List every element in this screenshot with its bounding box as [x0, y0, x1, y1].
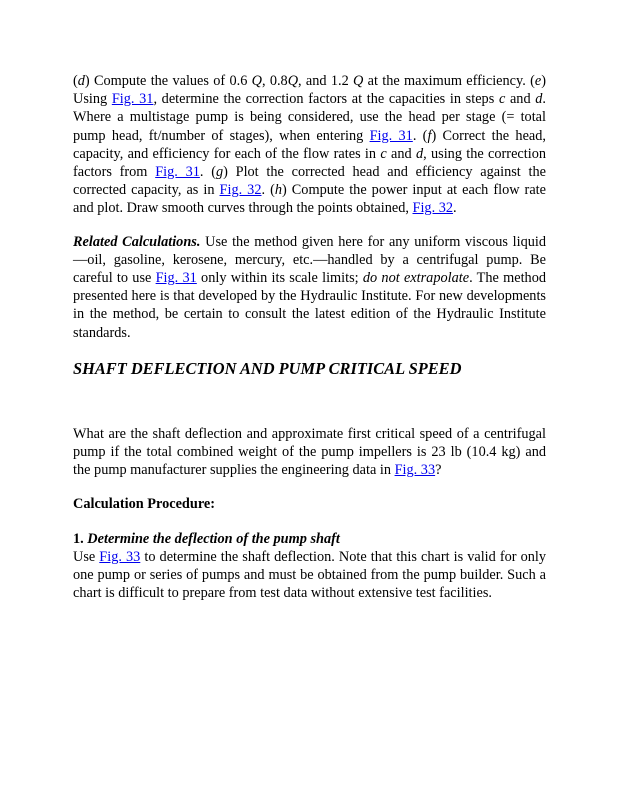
fig-31-link[interactable]: Fig. 31 [155, 270, 197, 287]
paragraph-procedure-steps: (d) Compute the values of 0.6 Q, 0.8Q, and 1.2 Q at the maximum efficiency. (e) Using Fig. 31, determine the correction factors at the capacities in steps c and d. Where a multistage pump is being considered, use the head per stage (= total pump head, ft/number of stages), when entering Fig. 31. (f) Correct the head, capacity, and efficiency for each of the flow rates in c and d, using the correction factors from Fig. 31. (g) Plot the corrected head and efficiency against the corrected capacity, as in Fig. 32. (h) Compute the power input at each flow rate and plot. Draw smooth curves through the points obtained, Fig. 32. [73, 73, 546, 217]
paragraph-related-calculations: Related Calculations. Use the method given here for any uniform viscous liquid—oil, gasoline, kerosene, mercury, etc.—handled by a centrifugal pump. Be careful to use Fig. 31 only within its scale limits; do not extrapolate. The method presented here is that developed by the Hydraulic Institute. For new developments in the method, be certain to consult the latest edition of the Hydraulic Institute standards. [73, 233, 547, 341]
step-number: 1. [73, 530, 84, 547]
fig-31-link[interactable]: Fig. 31 [111, 91, 154, 108]
related-calculations-label: Related Calculations. [73, 233, 201, 250]
fig-33-link[interactable]: Fig. 33 [394, 462, 436, 479]
step-title: Determine the deflection of the pump shaft [83, 530, 340, 547]
document-page [73, 72, 546, 602]
fig-31-link[interactable]: Fig. 31 [155, 164, 200, 181]
calculation-procedure-heading: Calculation Procedure: [73, 496, 216, 513]
paragraph-step-1-body: Use Fig. 33 to determine the shaft deflection. Note that this chart is valid for only one pump or series of pumps and must be obtained from the pump builder. Such a chart is difficult to prepare from test data without extensive test facilities. [73, 548, 547, 602]
fig-33-link[interactable]: Fig. 33 [99, 548, 141, 565]
fig-31-link[interactable]: Fig. 31 [369, 127, 413, 144]
step-1-heading [73, 530, 546, 548]
paragraph-problem-statement: What are the shaft deflection and approximate first critical speed of a centrifugal pump if the total combined weight of the pump impellers is 23 lb (10.4 kg) and the pump manufacturer supplies the engineering data in Fig. 33? [73, 425, 546, 479]
section-heading: SHAFT DEFLECTION AND PUMP CRITICAL SPEED [73, 358, 462, 378]
fig-32-link[interactable]: Fig. 32 [412, 200, 454, 217]
fig-32-link[interactable]: Fig. 32 [219, 182, 262, 199]
